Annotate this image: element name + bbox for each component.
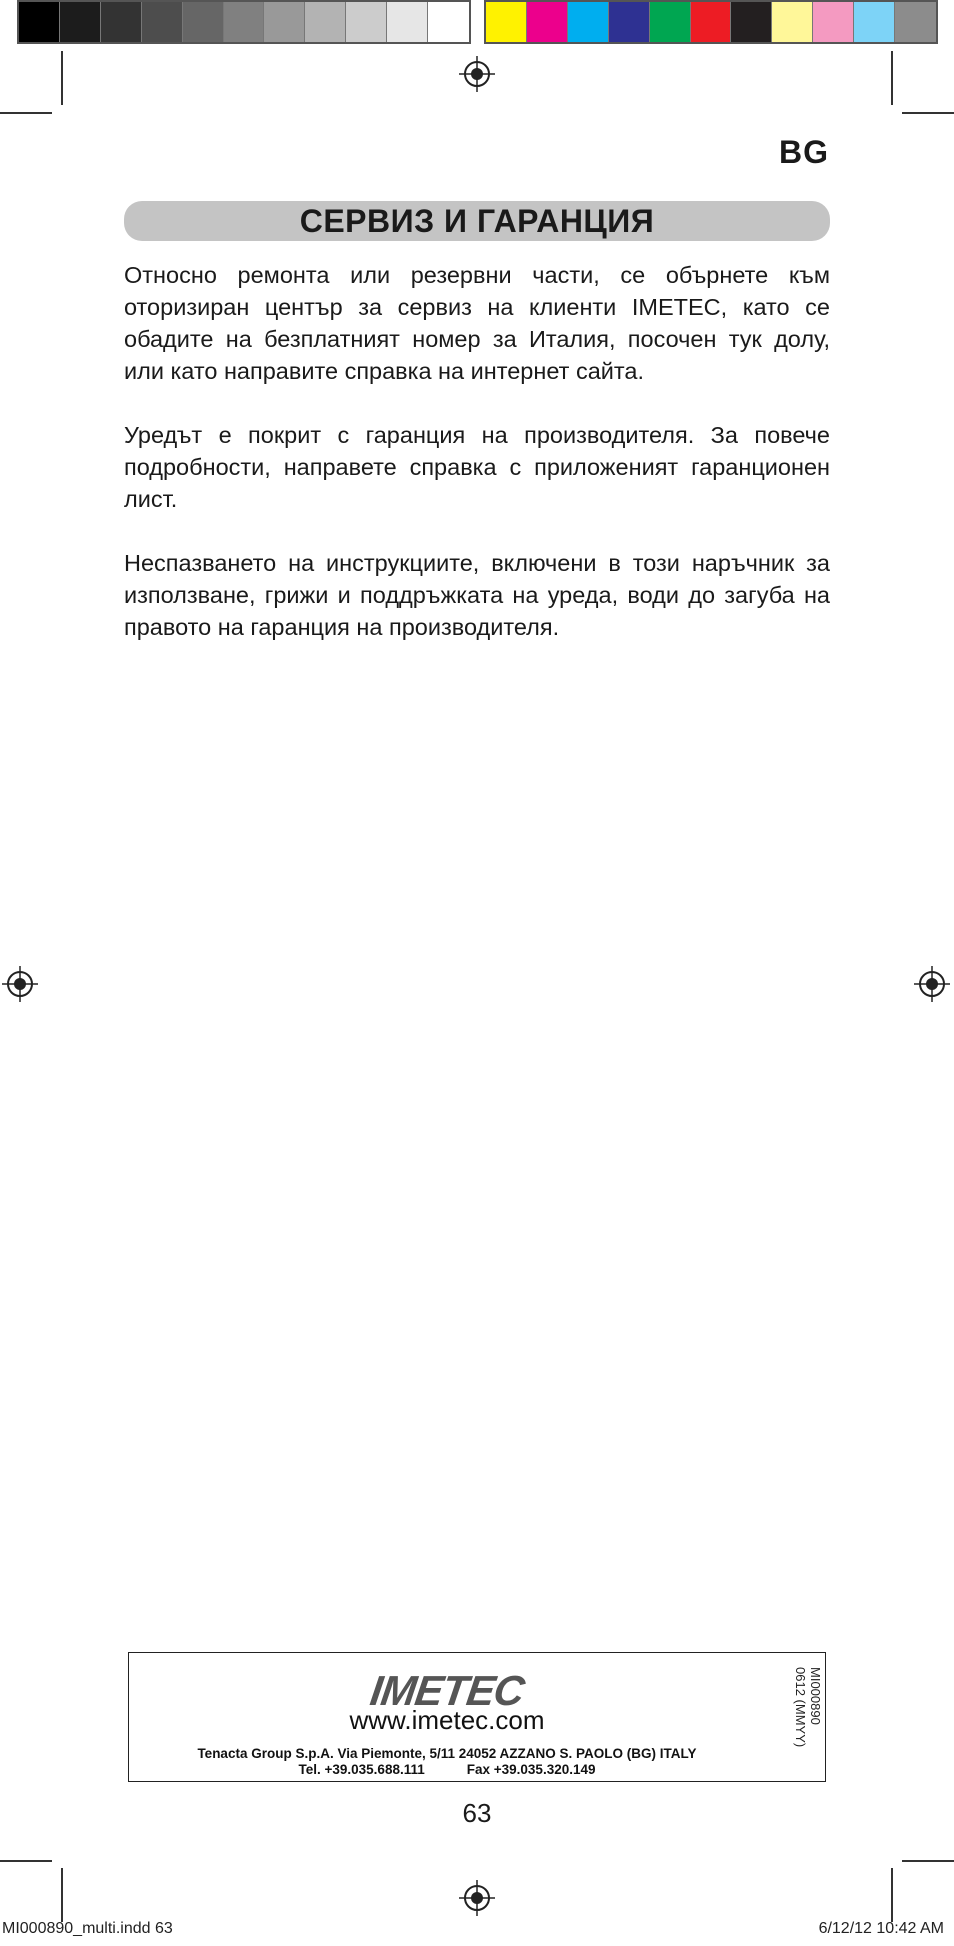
grayscale-calibration-bar <box>17 0 471 44</box>
section-title-bar <box>124 201 830 241</box>
crop-mark <box>902 1860 954 1862</box>
color-swatch <box>854 2 895 42</box>
color-calibration-bar <box>484 0 938 44</box>
color-swatch <box>60 2 101 42</box>
imetec-logo: IMETEC <box>367 1667 527 1714</box>
fax: Fax +39.035.320.149 <box>466 1762 596 1777</box>
color-swatch <box>772 2 813 42</box>
company-info-box <box>128 1652 826 1782</box>
registration-mark-icon <box>914 966 950 1002</box>
color-swatch <box>264 2 305 42</box>
company-contacts <box>129 1762 765 1777</box>
language-code: BG <box>779 134 829 170</box>
crop-mark <box>61 1868 63 1922</box>
document-code-id: MI000890 <box>808 1667 823 1725</box>
registration-mark-icon <box>459 56 495 92</box>
paragraph-warranty: Уредът е покрит с гаранция на производителя. За повече подробности, направете справка с приложеният гаранционен лист. <box>124 422 830 512</box>
crop-mark <box>891 51 893 105</box>
color-swatch <box>650 2 691 42</box>
color-swatch <box>142 2 183 42</box>
color-swatch <box>19 2 60 42</box>
color-swatch <box>305 2 346 42</box>
paragraph-warranty-loss: Неспазването на инструкциите, включени в този наръчник за използване, грижи и поддръжката на уреда, води до загуба на правото на гаранция на производителя. <box>124 550 830 640</box>
color-swatch <box>486 2 527 42</box>
page-number: 63 <box>462 1798 492 1828</box>
main-content <box>124 259 830 675</box>
company-address: Tenacta Group S.p.A. Via Piemonte, 5/11 24052 AZZANO S. PAOLO (BG) ITALY <box>197 1746 697 1761</box>
color-swatch <box>895 2 936 42</box>
color-swatch <box>813 2 854 42</box>
color-swatch <box>691 2 732 42</box>
crop-mark <box>61 51 63 105</box>
print-slug-date: 6/12/12 10:42 AM <box>818 1920 944 1937</box>
crop-mark <box>0 1860 52 1862</box>
document-code <box>779 1667 823 1767</box>
color-swatch <box>346 2 387 42</box>
registration-mark-icon <box>459 1880 495 1916</box>
crop-mark <box>0 112 52 114</box>
registration-mark-icon <box>2 966 38 1002</box>
color-swatch <box>731 2 772 42</box>
crop-mark <box>902 112 954 114</box>
website-link[interactable]: www.imetec.com <box>349 1705 545 1735</box>
color-swatch <box>568 2 609 42</box>
color-swatch <box>609 2 650 42</box>
color-swatch <box>183 2 224 42</box>
color-swatch <box>101 2 142 42</box>
color-swatch <box>428 2 469 42</box>
telephone: Tel. +39.035.688.111 <box>298 1762 425 1777</box>
paragraph-service: Относно ремонта или резервни части, се обърнете към оторизиран център за сервиз на клиенти IMETEC, като се обадите на безплатният номер за Италия, посочен тук долу, или като направите справка на интернет сайта. <box>124 262 830 384</box>
print-slug-file: MI000890_multi.indd 63 <box>2 1920 173 1937</box>
crop-mark <box>891 1868 893 1922</box>
section-title: СЕРВИЗ И ГАРАНЦИЯ <box>299 202 655 239</box>
color-swatch <box>224 2 265 42</box>
color-swatch <box>527 2 568 42</box>
color-swatch <box>387 2 428 42</box>
document-code-date: 0612 (MMYY) <box>793 1667 808 1748</box>
